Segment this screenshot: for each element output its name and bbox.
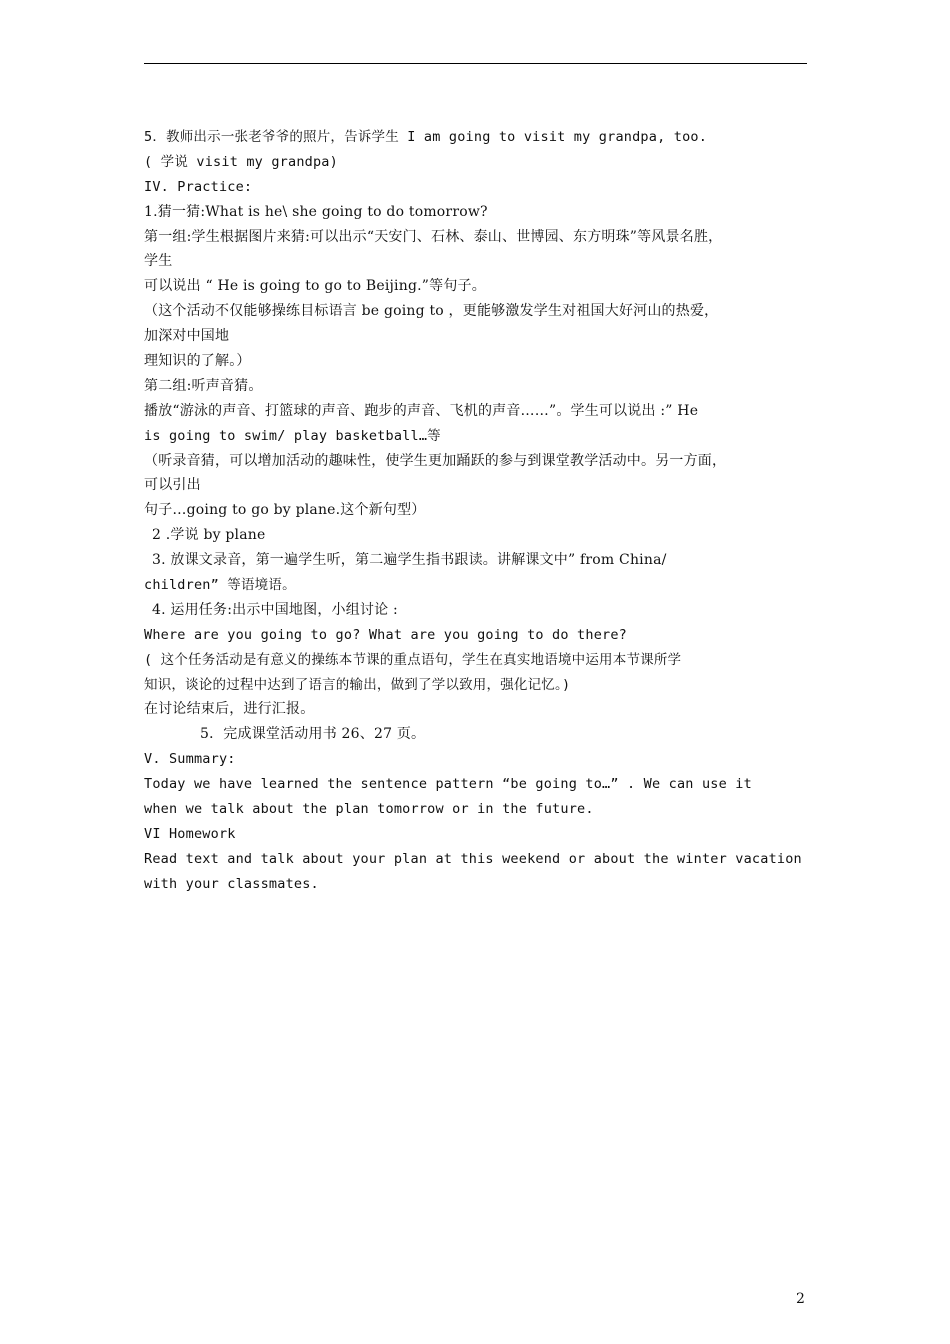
text-line: 理知识的了解。） (144, 353, 251, 370)
text-line: 1.猜一猜:What is he\ she going to do tomorrow? (144, 203, 488, 220)
text-line: with your classmates. (144, 875, 319, 892)
text-line: Read text and talk about your plan at this weekend or about the winter vacation (144, 850, 802, 867)
section-heading: V. Summary: (144, 751, 236, 768)
text-line: 4. 运用任务:出示中国地图，小组讨论 : (152, 601, 398, 618)
text-line: 加深对中国地 (144, 328, 230, 345)
text-line: 3. 放课文录音，第一遍学生听，第二遍学生指书跟读。讲解课文中” from China/ (152, 552, 667, 569)
text-line: 可以引出 (144, 477, 201, 494)
text-line: 第一组:学生根据图片来猜:可以出示“天安门、石林、泰山、世博园、东方明珠”等风景名胜， (144, 228, 723, 245)
text-line: Where are you going to go? What are you going to do there? (144, 626, 628, 643)
text-line: when we talk about the plan tomorrow or in the future. (144, 801, 594, 818)
text-line: is going to swim/ play basketball…等 (144, 427, 441, 444)
text-line: ( 这个任务活动是有意义的操练本节课的重点语句，学生在真实地语境中运用本节课所学 (144, 651, 682, 668)
header-rule (144, 63, 807, 64)
text-line: 在讨论结束后，进行汇报。 (144, 701, 315, 718)
section-heading: IV. Practice: (144, 178, 253, 195)
text-line: 知识，谈论的过程中达到了语言的输出，做到了学以致用，强化记忆。) (144, 676, 571, 693)
section-heading: VI Homework (144, 825, 236, 842)
text-line: 播放“游泳的声音、打篮球的声音、跑步的声音、飞机的声音……”。学生可以说出 :” He (144, 402, 699, 419)
document-body (144, 125, 807, 897)
text-line: 可以说出 “ He is going to go to Beijing.”等句子。 (144, 278, 486, 295)
text-line: children” 等语境语。 (144, 577, 296, 594)
text-line: 学生 (144, 253, 173, 270)
text-line: 第二组:听声音猜。 (144, 377, 263, 394)
page-number: 2 (796, 1291, 805, 1307)
text-line: 句子…going to go by plane.这个新句型） (144, 502, 426, 519)
text-line: （这个活动不仅能够操练目标语言 be going to ，更能够激发学生对祖国大好河山的热爱， (144, 303, 719, 320)
text-line: 2 .学说 by plane (152, 527, 266, 544)
text-line: ( 学说 visit my grandpa) (144, 153, 338, 170)
text-line: 5．教师出示一张老爷爷的照片，告诉学生 I am going to visit my grandpa, too. (144, 129, 708, 145)
text-line: 5．完成课堂活动用书 26、27 页。 (200, 726, 426, 743)
text-line: （听录音猜，可以增加活动的趣味性，使学生更加踊跃的参与到课堂教学活动中。另一方面， (144, 452, 727, 469)
text-line: Today we have learned the sentence pattern “be going to…” . We can use it (144, 776, 752, 793)
